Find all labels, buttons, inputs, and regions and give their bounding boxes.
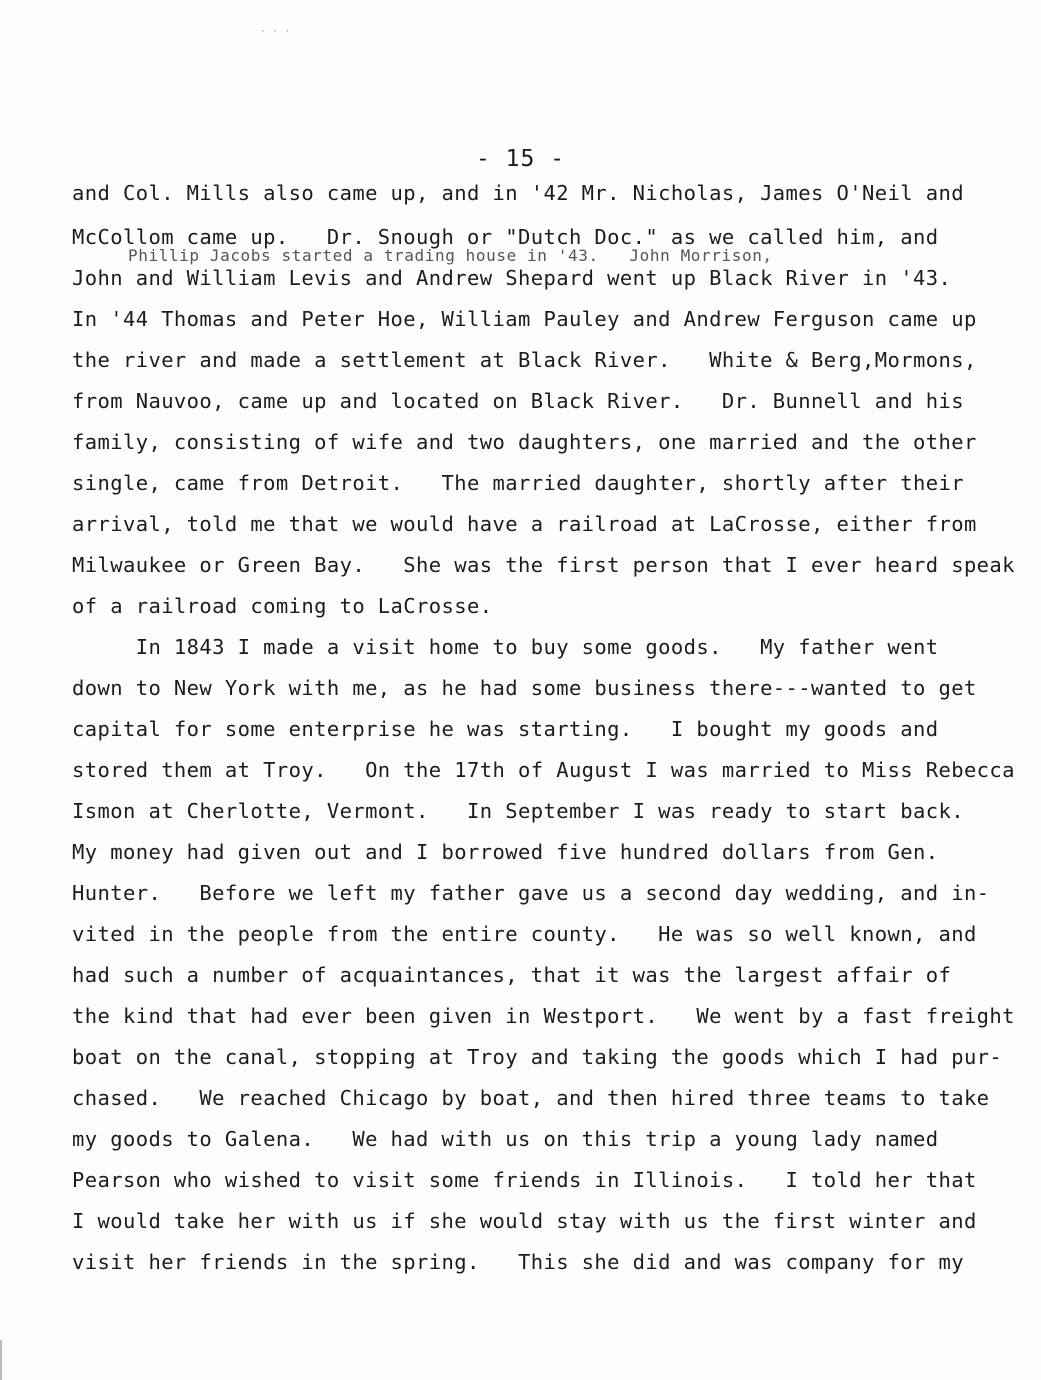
text-line: Milwaukee or Green Bay. She was the first person that I ever heard speak <box>72 553 1015 577</box>
text-line: the river and made a settlement at Black River. White & Berg,Mormons, <box>72 348 977 372</box>
text-line: capital for some enterprise he was starting. I bought my goods and <box>72 717 939 741</box>
text-line: arrival, told me that we would have a railroad at LaCrosse, either from <box>72 512 977 536</box>
text-line: single, came from Detroit. The married daughter, shortly after their <box>72 471 964 495</box>
text-line: my goods to Galena. We had with us on this trip a young lady named <box>72 1127 939 1151</box>
interlinear-insertion: Phillip Jacobs started a trading house in '43. John Morrison, <box>128 246 773 265</box>
text-line: had such a number of acquaintances, that it was the largest affair of <box>72 963 952 987</box>
text-line: McCollom came up. Dr. Snough or "Dutch Doc." as we called him, and <box>72 225 939 249</box>
text-line: Hunter. Before we left my father gave us a second day wedding, and in- <box>72 881 990 905</box>
text-line: chased. We reached Chicago by boat, and then hired three teams to take <box>72 1086 990 1110</box>
text-line: boat on the canal, stopping at Troy and taking the goods which I had pur- <box>72 1045 1003 1069</box>
text-line: of a railroad coming to LaCrosse. <box>72 594 493 618</box>
text-line: Ismon at Cherlotte, Vermont. In September I was ready to start back. <box>72 799 964 823</box>
text-line: I would take her with us if she would stay with us the first winter and <box>72 1209 977 1233</box>
page-number: - 15 - <box>475 146 566 172</box>
smudge-mark: · · · <box>260 26 291 37</box>
text-line: down to New York with me, as he had some business there---wanted to get <box>72 676 977 700</box>
text-line: In '44 Thomas and Peter Hoe, William Pauley and Andrew Ferguson came up <box>72 307 977 331</box>
text-line: family, consisting of wife and two daughters, one married and the other <box>72 430 977 454</box>
text-line: and Col. Mills also came up, and in '42 Mr. Nicholas, James O'Neil and <box>72 181 964 205</box>
text-line: John and William Levis and Andrew Shepard went up Black River in '43. <box>72 266 952 290</box>
text-line: Pearson who wished to visit some friends in Illinois. I told her that <box>72 1168 977 1192</box>
text-line: In 1843 I made a visit home to buy some goods. My father went <box>72 635 939 659</box>
text-line: vited in the people from the entire county. He was so well known, and <box>72 922 977 946</box>
text-line: stored them at Troy. On the 17th of August I was married to Miss Rebecca <box>72 758 1015 782</box>
text-line: from Nauvoo, came up and located on Black River. Dr. Bunnell and his <box>72 389 964 413</box>
page-edge-mark <box>0 1340 16 1380</box>
text-line: the kind that had ever been given in Westport. We went by a fast freight <box>72 1004 1015 1028</box>
text-line: My money had given out and I borrowed five hundred dollars from Gen. <box>72 840 939 864</box>
text-line: visit her friends in the spring. This she did and was company for my <box>72 1250 964 1274</box>
